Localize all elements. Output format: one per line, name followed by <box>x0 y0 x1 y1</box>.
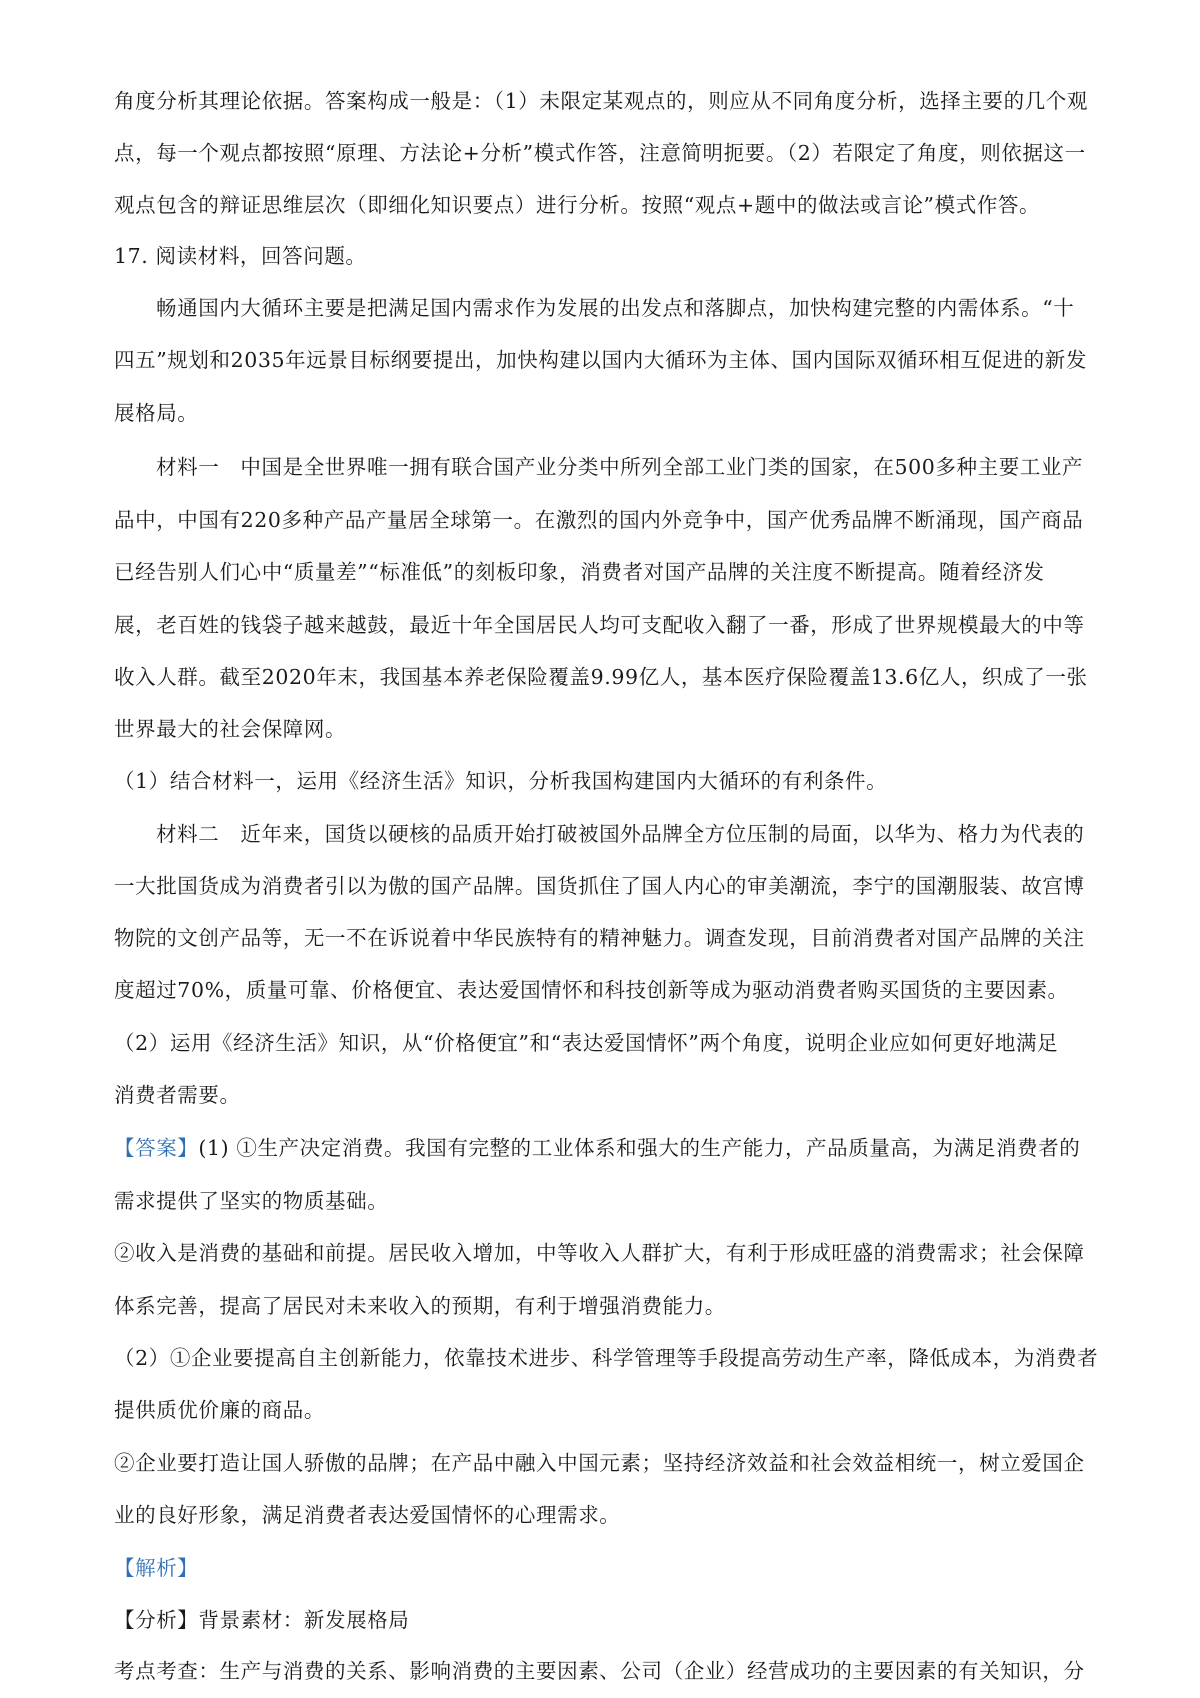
answer-line-8: 业的良好形象，满足消费者表达爱国情怀的心理需求。 <box>114 1503 621 1527</box>
sub-question-1: （1）结合材料一，运用《经济生活》知识，分析我国构建国内大循环的有利条件。 <box>114 769 888 793</box>
sub-question-2-line-2: 消费者需要。 <box>114 1083 241 1107</box>
background-line-3: 展格局。 <box>114 401 199 425</box>
material1-line-1: 材料一 中国是全世界唯一拥有联合国产业分类中所列全部工业门类的国家，在500多种主要工业产 <box>156 455 1084 479</box>
answer-line-2: 需求提供了坚实的物质基础。 <box>114 1189 389 1213</box>
answer-first-line-text: (1) ①生产决定消费。我国有完整的工业体系和强大的生产能力，产品质量高，为满足消费者的 <box>198 1136 1081 1160</box>
material2-line-1: 材料二 近年来，国货以硬核的品质开始打破被国外品牌全方位压制的局面，以华为、格力为代表的 <box>156 822 1085 846</box>
answer-line-6: 提供质优价廉的商品。 <box>114 1398 325 1422</box>
analysis-line-2: 考点考查：生产与消费的关系、影响消费的主要因素、公司（企业）经营成功的主要因素的有关知识，分 <box>114 1659 1085 1683</box>
question-title: 17. 阅读材料，回答问题。 <box>114 244 367 268</box>
material1-line-2: 品中，中国有220多种产品产量居全球第一。在激烈的国内外竞争中，国产优秀品牌不断涌现，国产商品 <box>114 508 1084 532</box>
answer-first-line <box>114 1133 1080 1163</box>
material1-line-3: 已经告别人们心中“质量差”“标准低”的刻板印象，消费者对国产品牌的关注度不断提高。随着经济发 <box>114 560 1045 584</box>
material2-line-2: 一大批国货成为消费者引以为傲的国产品牌。国货抓住了国人内心的审美潮流，李宁的国潮服装、故宫博 <box>114 874 1085 898</box>
intro-line-1: 角度分析其理论依据。答案构成一般是：（1）未限定某观点的，则应从不同角度分析，选择主要的几个观 <box>114 89 1088 113</box>
intro-line-3: 观点包含的辩证思维层次（即细化知识要点）进行分析。按照“观点+题中的做法或言论”模式作答。 <box>114 193 1041 217</box>
material1-line-4: 展，老百姓的钱袋子越来越鼓，最近十年全国居民人均可支配收入翻了一番，形成了世界规模最大的中等 <box>114 613 1085 637</box>
intro-line-2: 点，每一个观点都按照“原理、方法论+分析”模式作答，注意简明扼要。（2）若限定了角度，则依据这一 <box>114 141 1086 165</box>
answer-label: 【答案】 <box>114 1136 199 1160</box>
analysis-label: 【解析】 <box>114 1556 199 1580</box>
background-line-2: 四五”规划和2035年远景目标纲要提出，加快构建以国内大循环为主体、国内国际双循环相互促进的新发 <box>114 348 1087 372</box>
answer-line-5: （2）①企业要提高自主创新能力，依靠技术进步、科学管理等手段提高劳动生产率，降低成本，为消费者 <box>114 1346 1099 1370</box>
answer-line-4: 体系完善，提高了居民对未来收入的预期，有利于增强消费能力。 <box>114 1294 726 1318</box>
answer-line-7: ②企业要打造让国人骄傲的品牌；在产品中融入中国元素；坚持经济效益和社会效益相统一，树立爱国企 <box>114 1451 1085 1475</box>
material2-line-4: 度超过70%，质量可靠、价格便宜、表达爱国情怀和科技创新等成为驱动消费者购买国货的主要因素。 <box>114 978 1069 1002</box>
answer-line-3: ②收入是消费的基础和前提。居民收入增加，中等收入人群扩大，有利于形成旺盛的消费需求；社会保障 <box>114 1241 1085 1265</box>
sub-question-2-line-1: （2）运用《经济生活》知识，从“价格便宜”和“表达爱国情怀”两个角度，说明企业应如何更好地满足 <box>114 1031 1059 1055</box>
background-line-1: 畅通国内大循环主要是把满足国内需求作为发展的出发点和落脚点，加快构建完整的内需体系。“十 <box>156 296 1075 320</box>
analysis-line-1: 【分析】背景素材：新发展格局 <box>114 1608 410 1632</box>
material2-line-3: 物院的文创产品等，无一不在诉说着中华民族特有的精神魅力。调查发现，目前消费者对国产品牌的关注 <box>114 926 1085 950</box>
material1-line-5: 收入人群。截至2020年末，我国基本养老保险覆盖9.99亿人，基本医疗保险覆盖13.6亿人，织成了一张 <box>114 665 1088 689</box>
material1-line-6: 世界最大的社会保障网。 <box>114 717 347 741</box>
